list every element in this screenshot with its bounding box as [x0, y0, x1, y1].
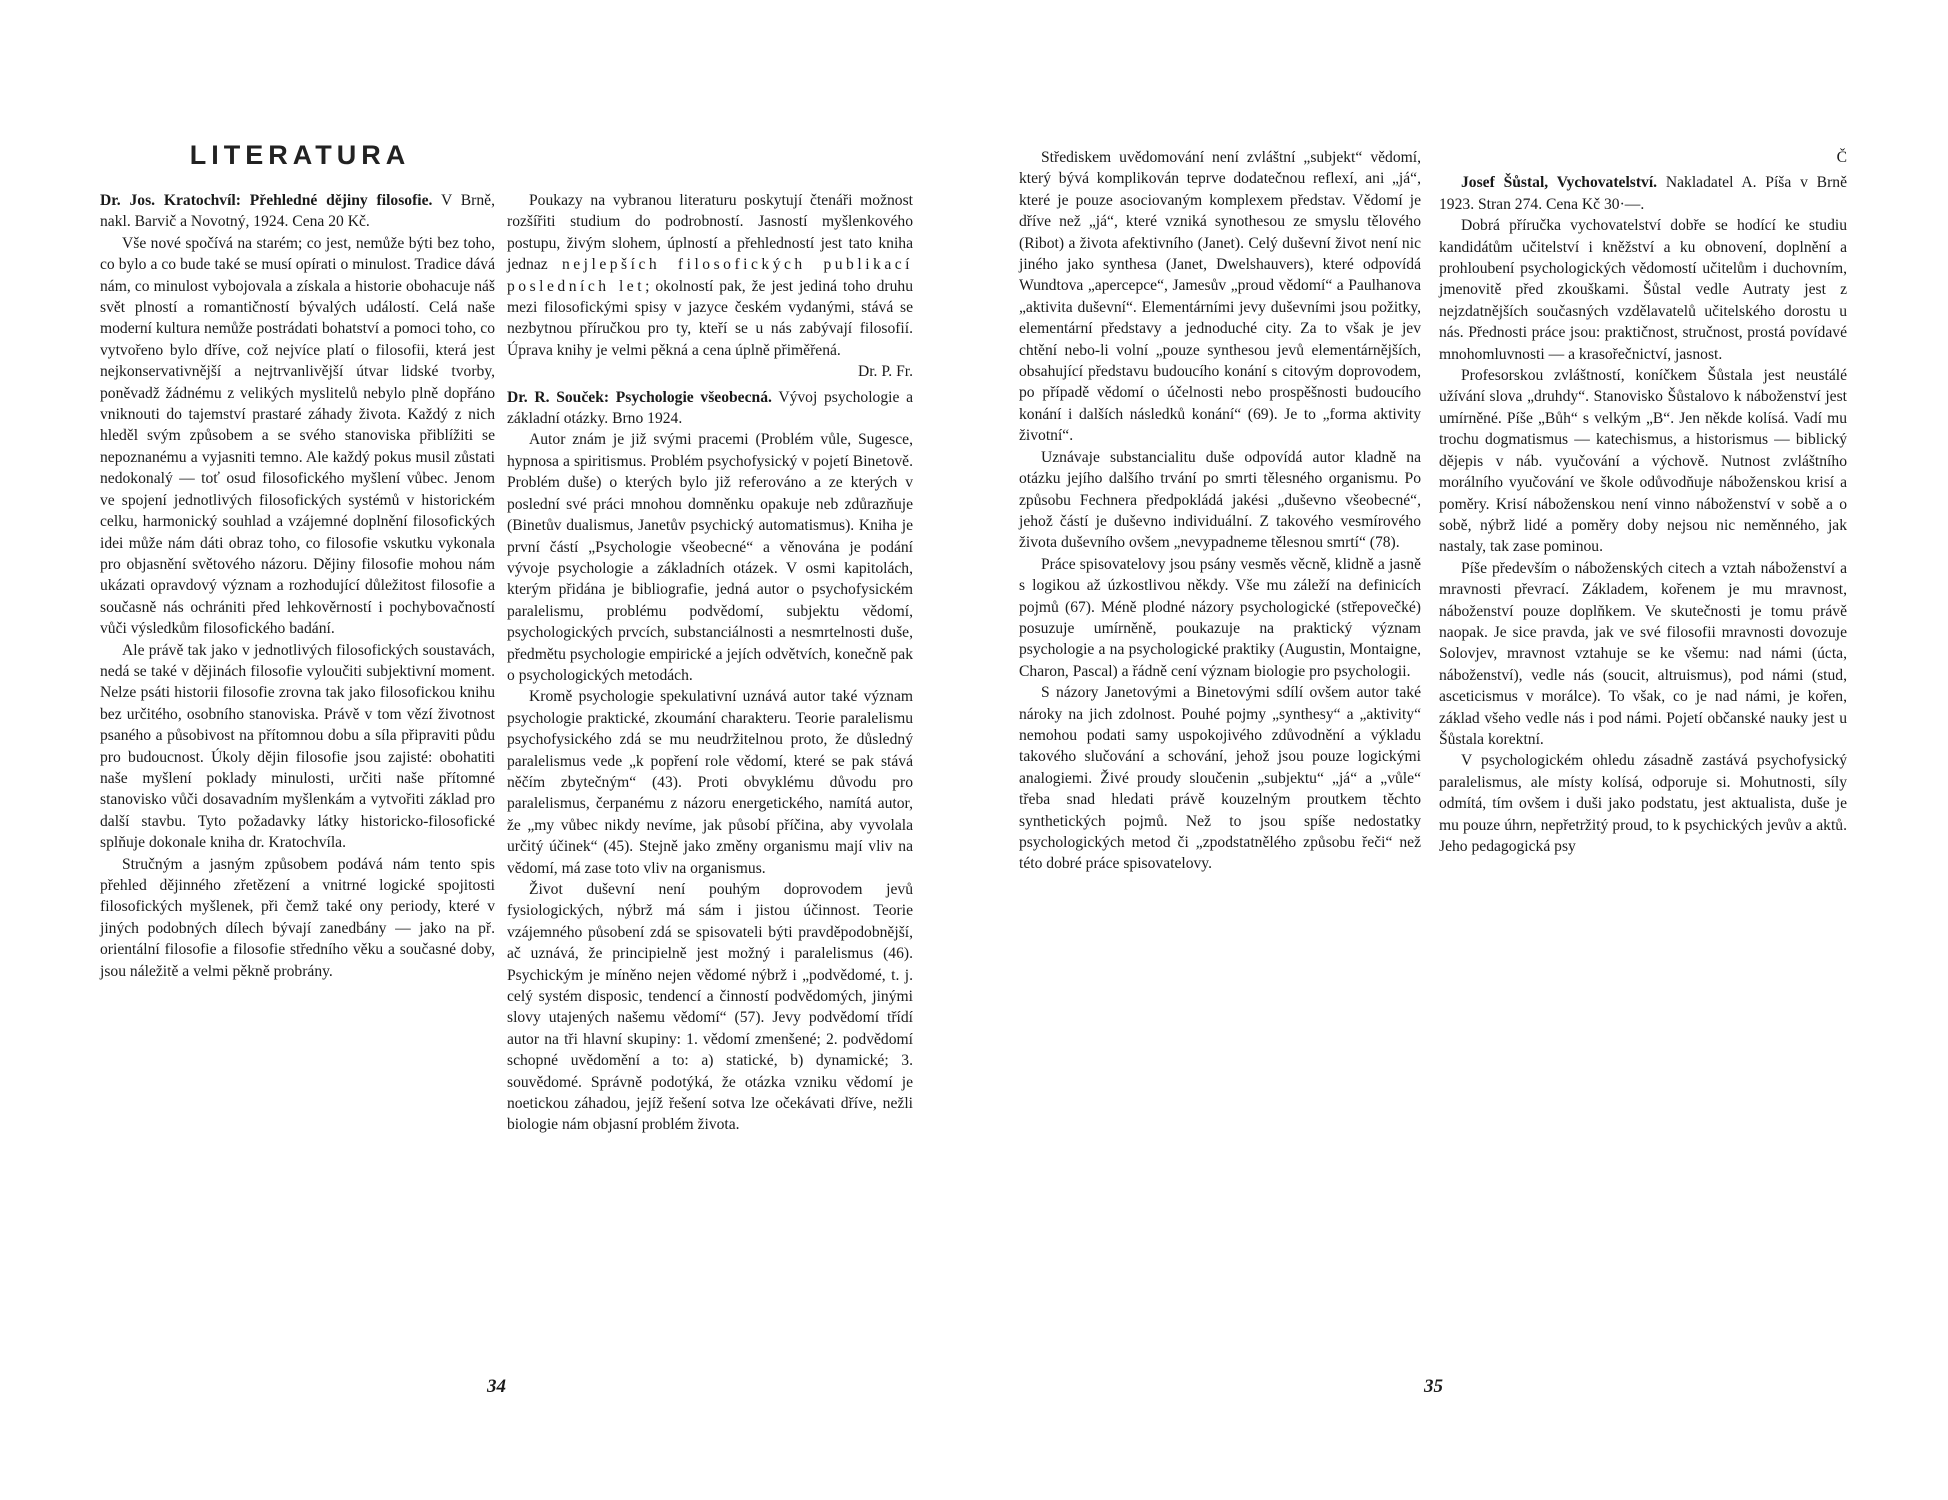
review-2-paragraph-4: Střediskem uvědomování není zvláštní „subjekt“ vědomí, který bývá komplikován teprve dodatečnou reflexí, ani „já“, které je pouze asociovaným komplexem představ. Vědomí je dříve než „já“, které vzniká synothesou ze smyslu tělového (Ribot) a života afektivního (Janet). Celý duševní život není nic jiného jako synthesa (Janet, Dwelshauvers), které odpovídá Wundtova „apercepce“, Jamesův „proud vědomí“ a Paulhanova „aktivita duševní“. Elementárními jevy duševními jsou požitky, elementární představy a jednoduché city. Za to však je jev chtění nebo-li volní „pouze synthesou jevů elementárnějších, obsahující představu budoucího konání s citovým doprovodem, po případě vědomí o účelnosti nebo prospěšnosti budoucího konání i dalších následků konání“ (69). Je to „forma aktivity životní“. — [1019, 149, 1421, 445]
review-3-heading: Josef Šůstal, Vychovatelství. — [1461, 174, 1658, 192]
review-1-paragraph-4-end: ; okolností pak, že jest jediná toho druhu mezi filosofickými spisy v jazyce českém vydanými, stává se nezbytnou příručkou pro ty, kteří se u nás zabývají filosofií. Úprava knihy je velmi pěkná a cena úplně přiměřená. — [507, 277, 914, 359]
review-1-paragraph-3: Stručným a jasným způsobem podává nám tento spis přehled dějinného zřetězení a vnitrné logické spojitosti filosofických myšlenek, při čemž také ony periody, které v jiných podobných dílech bývají zanedbány — jako na př. orientální filosofie a filosofie středního věku a současné doby, jsou náležitě a velmi pěkně probrány. — [100, 855, 495, 980]
column-1 — [100, 190, 495, 982]
page-right — [974, 0, 1948, 1500]
page-number-left: 34 — [487, 1376, 506, 1397]
column-2 — [507, 190, 913, 1136]
review-3-paragraph-2: Profesorskou zvláštností, koníčkem Šůstala jest neustálé užívání slova „druhdy“. Stanovisko Šůstalovo k náboženství jest umírněné. Píše „Bůh“ s velkým „B“. Jen někde kolísá. Vadí mu trochu dogmatismus — katechismus, a historismus — biblický dějepis v náb. vyučování a výchově. Nutnost zvláštního morálního vyučování ve škole odůvodňuje náboženskou krisí a poměry. Krisí náboženskou není vinno náboženství v sobě a o sobě, nýbrž lidé a poměry doby nejsou nic neměnného, jak nastaly, tak zase pominou. — [1439, 367, 1847, 556]
review-2-paragraph-6: Práce spisovatelovy jsou psány vesměs věcně, klidně a jasně s logikou až úzkostlivou někdy. Vše mu záleží na definicích pojmů (67). Méně plodné názory psychologické (střepovečké) posuzuje umírněně, poukazuje na praktický význam psychologie a na psychologické praktiky (Augustin, Montaigne, Charon, Pascal) a řádně cení význam biologie pro psychologii. — [1019, 555, 1421, 680]
review-2-paragraph-3: Život duševní není pouhým doprovodem jevů fysiologických, nýbrž má sám i jistou účinnost. Teorie vzájemného působení zdá se spisovateli býti pravděpodobnější, ač uznává, že principielně jest možný i paralelismus (46). Psychickým je míněno nejen vědomé nýbrž i „podvědomé, t. j. celý systém disposic, tendencí a činností podvědomých, jinými slovy utajených našemu vědomí“ (57). Jevy podvědomí třídí autor na tři hlavní skupiny: 1. vědomí zmenšené; 2. podvědomí schopné uvědomění a to: a) statické, b) dynamické; 3. souvědomé. Správně podotýká, že otázka vzniku vědomí je noetickou záhadou, jejíž řešení sotva lze očekávati dříve, nežli biologie nám objasní problém života. — [507, 881, 913, 1134]
review-3-paragraph-1: Dobrá příručka vychovatelství dobře se hodící ke studiu kandidátům učitelství i kněžství a ku obnovení, doplnění a prohloubení psychologických vědomostí učitelům i duchovním, jmenovitě před zkouškami. Šůstal vedle Autraty jest z nejzdatnějších současných vzdělavatelů učitelského dorostu u nás. Přednosti práce jsou: praktičnost, stručnost, prostá povídavé mnohomluvnosti — a krasořečnictví, jasnost. — [1439, 217, 1847, 363]
review-1-spaced-emphasis: nejlepších filosofických publikací posledních let — [507, 256, 913, 295]
review-2-publication: Vývoj psychologie a základní otázky. Brno 1924. — [507, 388, 913, 428]
review-1-paragraph-1: Vše nové spočívá na starém; co jest, nemůže býti bez toho, co bylo a co bude také se musí opírati o minulost. Tradice dává nám, co minulost vybojovala a získala a historie obohacuje náš svět plností a romantičností bývalých událostí. Celá naše moderní kultura nemůže postrádati bohatství a pomoci toho, co vytvořeno bylo dříve, což nejvíce platí o filosofii, která jest nejkonservativnější a nejtrvanlivější útvar lidské tvorby, poněvadž žádnému z velikých myslitelů nebylo plně dopřáno vniknouti do tajemství prastaré záhady života. Každý z nich hleděl svým způsobem a se svého stanoviska přiblížiti se nepoznanému a vyjasniti temno. Ale každý pokus musil zůstati nedokonalý — toť osud filosofického myšlení vůbec. Jenom ve spojení jednotlivých filosofických systémů v historickém celku, harmonický souhlad a vzájemné doplnění filosofických idei může nám dáti obraz toho, co filosofie vskutku vykonala pro objasnění světového názoru. Dějiny filosofie mohou nám ukázati opravdový význam a rozhodující důležitost filosofie a současně nás ochrániti před lehkověrností i pochybovačností vůči výsledkům filosofického badání. — [100, 234, 495, 638]
review-2-heading: Dr. R. Souček: Psychologie všeobecná. — [507, 388, 772, 406]
review-3-publication: Nakladatel A. Píša v Brně 1923. Stran 274. Cena Kč 30·—. — [1439, 174, 1847, 213]
review-2-signature: Č — [1836, 149, 1847, 166]
review-1-signature: Dr. P. Fr. — [857, 363, 913, 381]
review-2-paragraph-1: Autor znám je již svými pracemi (Problém vůle, Sugesce, hypnosa a spiritismus. Problém psychofysický v pojetí Binetově. Problém duše) o kterých bylo již referováno a ze kterých v poslední své práci mnohou domněnku opakuje neb zdůrazňuje (Binetův dualismus, Janetův psychický automatismus). Kniha je první částí „Psychologie všeobecné“ a věnována je podání vývoje psychologie a základních otázek. V osmi kapitolách, kterým přidána je bibliografie, jedná autor o psychofysickém paralelismu, problému podvědomí, subjektu vědomí, psychologických prvcích, substanciálnosti a nesmrtelnosti duše, předmětu psychologie empirické a jejích odvětvích, konečně pak o psychologických metodách. — [507, 431, 913, 684]
section-title: LITERATURA — [189, 140, 411, 170]
column-4 — [1439, 147, 1847, 857]
column-3 — [1019, 147, 1421, 875]
review-1-citation — [100, 190, 495, 233]
review-2-citation — [507, 387, 913, 430]
review-2-paragraph-7: S názory Janetovými a Binetovými sdílí ovšem autor také nároky na jich zdolnost. Pouhé pojmy „synthesy“ a „aktivity“ nemohou podati samy uspokojivého zdůvodnění a výkladu takového slučování a schování, jehož jsou pouze logickými analogiemi. Živé proudy sloučenin „subjektu“ „já“ a „vůle“ třeba snad hledati právě kouzelným proutkem těchto synthetických pojmů. Než to jsou spíše nedostatky psychologických metod či „zpodstatnělého způsobu řeči“ než této dobré práce spisovatelovy. — [1019, 684, 1421, 873]
review-1-paragraph-4-text: Poukazy na vybranou literaturu poskytují čtenáři možnost rozšířiti studium do podrobností. Jasností myšlenkového postupu, živým slohem, úplností a přehledností jest tato kniha jednaz — [507, 192, 913, 274]
review-1-paragraph-4 — [507, 190, 913, 361]
review-1-publication: V Brně, nakl. Barvič a Novotný, 1924. Cena 20 Kč. — [100, 192, 495, 231]
review-3-citation — [1439, 172, 1847, 215]
review-3-paragraph-3: Píše především o náboženských citech a vztah náboženství a mravnosti převrací. Základem, kořenem je mu mravnost, náboženství pouze doplňkem. Ve skutečnosti je tomu právě naopak. Je sice pravda, jak ve své filosofii mravnosti dovozuje Solovjev, mravnost vztahuje se ke všemu: nad námi (úcta, náboženství), vedle nás (soucit, altruismus), pod námi (stud, asceticismus v morálce). To však, co je nad námi, je kořen, základ všeho vedle nás i pod námi. Pojetí občanské nauky jest u Šůstala korektní. — [1439, 559, 1847, 748]
review-2-paragraph-2: Kromě psychologie spekulativní uznává autor také význam psychologie praktické, zkoumání charakteru. Teorie paralelismu psychofysického zdá se mu neudržitelnou proto, že důsledný paralelismus vede „k popření role vědomí, které se pak stává něčím zbytečným“ (43). Proti obvyklému důvodu pro paralelismus, čerpanému z názoru energetického, namítá autor, že „my vůbec nikdy nevíme, jak působí příčina, aby vyvolala určitý účinek“ (45). Stejně jako změny organismu mají vliv na vědomí, má zase toto vliv na organismus. — [507, 688, 913, 877]
review-2-paragraph-5: Uznávaje substancialitu duše odpovídá autor kladně na otázku jejího dalšího trvání po smrti tělesného organismu. Po způsobu Fechnera předpokládá jakési „duševno všeobecné“, jehož částí je duševno individuální. Z takového vesmírového života duševního ovšem „nevypadneme tělesnou smrtí“ (78). — [1019, 448, 1421, 552]
review-1-heading: Dr. Jos. Kratochvíl: Přehledné dějiny filosofie. — [100, 192, 433, 209]
review-3-paragraph-4: V psychologickém ohledu zásadně zastává psychofysický paralelismus, ale místy kolísá, odporuje si. Mohutnosti, síly odmítá, tím ovšem i duši jako podstatu, jest aktualista, duše je mu pouze úhrn, nepřetržitý proud, to k psychických jevův a aktů. Jeho pedagogická psy — [1439, 752, 1847, 855]
review-1-paragraph-2: Ale právě tak jako v jednotlivých filosofických soustavách, nedá se také v dějinách filosofie vyloučiti subjektivní moment. Nelze psáti historii filosofie zrovna tak jako filosofickou knihu bez určitého, osobního stanoviska. Právě v tom vězí životnost psaného a působivost na přítomnou dobu a síla připraviti půdu pro budoucnost. Úkoly dějin filosofie jsou zajisté: obohatiti naše myšlení poklady minulosti, určiti naše přítomné stanovisko vůči dosavadním myšlenkám a vytvořiti základ pro další stavbu. Tyto požadavky látky historicko-filosofické splňuje dokonale kniha dr. Kratochvíla. — [100, 641, 495, 852]
page-number-right: 35 — [1424, 1376, 1443, 1397]
